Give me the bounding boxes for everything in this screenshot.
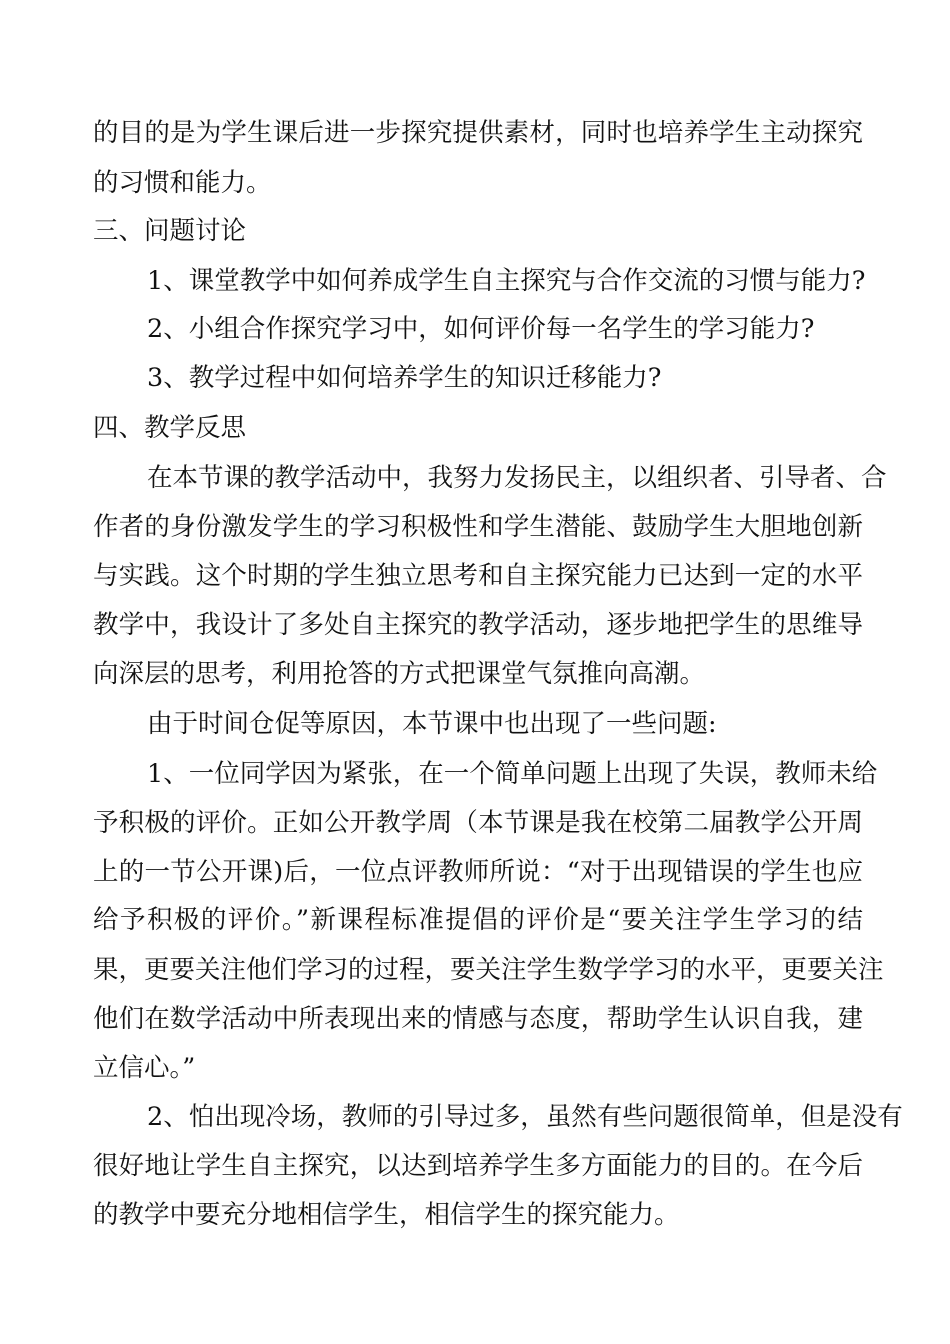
section-heading: 四、教学反思 (93, 413, 247, 443)
paragraph-line: 立信心。” (93, 1053, 196, 1083)
paragraph-line: 1、一位同学因为紧张，在一个简单问题上出现了失误，教师未给 (147, 759, 878, 789)
paragraph-line: 由于时间仓促等原因，本节课中也出现了一些问题: (147, 709, 717, 739)
question-item: 3、教学过程中如何培养学生的知识迁移能力? (147, 363, 662, 393)
question-item: 2、小组合作探究学习中，如何评价每一名学生的学习能力? (147, 314, 815, 344)
paragraph-line: 的教学中要充分地相信学生，相信学生的探究能力。 (93, 1200, 680, 1230)
paragraph-line: 教学中，我设计了多处自主探究的教学活动，逐步地把学生的思维导 (93, 610, 863, 640)
paragraph-line: 他们在数学活动中所表现出来的情感与态度，帮助学生认识自我，建 (93, 1004, 863, 1034)
paragraph-line: 与实践。这个时期的学生独立思考和自主探究能力已达到一定的水平 (93, 561, 863, 591)
question-item: 1、课堂教学中如何养成学生自主探究与合作交流的习惯与能力? (147, 266, 866, 296)
paragraph-line: 果，更要关注他们学习的过程，要关注学生数学学习的水平，更要关注 (93, 955, 884, 985)
paragraph-line: 予积极的评价。正如公开教学周（本节课是我在校第二届教学公开周 (93, 808, 863, 838)
paragraph-line: 给予积极的评价。”新课程标准提倡的评价是“要关注学生学习的结 (93, 905, 863, 935)
paragraph-line: 向深层的思考，利用抢答的方式把课堂气氛推向高潮。 (93, 659, 706, 689)
paragraph-line: 2、怕出现冷场，教师的引导过多，虽然有些问题很简单，但是没有 (147, 1102, 903, 1132)
paragraph-line: 作者的身份激发学生的学习积极性和学生潜能、鼓励学生大胆地创新 (93, 512, 863, 542)
section-heading: 三、问题讨论 (93, 216, 247, 246)
paragraph-line: 的习惯和能力。 (93, 168, 272, 198)
paragraph-line: 上的一节公开课)后，一位点评教师所说：“对于出现错误的学生也应 (93, 857, 863, 887)
paragraph-line: 的目的是为学生课后进一步探究提供素材，同时也培养学生主动探究 (93, 118, 863, 148)
paragraph-line: 在本节课的教学活动中，我努力发扬民主，以组织者、引导者、合 (147, 463, 887, 493)
paragraph-line: 很好地让学生自主探究，以达到培养学生多方面能力的目的。在今后 (93, 1151, 863, 1181)
